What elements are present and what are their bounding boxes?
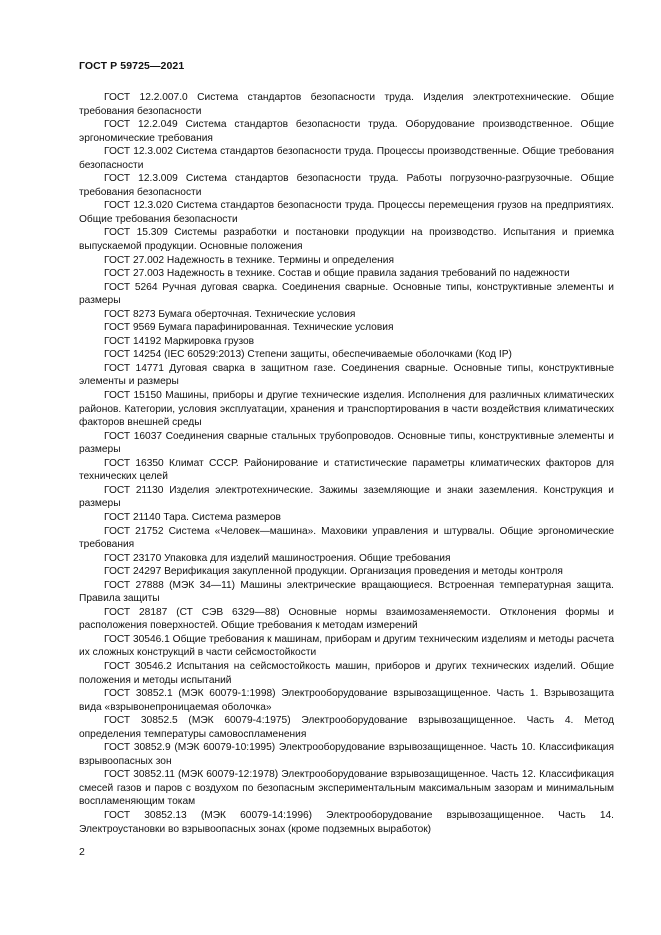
reference-entry: ГОСТ 12.2.007.0 Система стандартов безопасности труда. Изделия электротехнические. Общие требования безопасности	[79, 92, 614, 117]
reference-entry: ГОСТ 12.3.002 Система стандартов безопасности труда. Процессы производственные. Общие требования безопасности	[79, 146, 614, 171]
reference-entry: ГОСТ 14771 Дуговая сварка в защитном газе. Соединения сварные. Основные типы, конструктивные элементы и размеры	[79, 362, 614, 388]
reference-entry: ГОСТ 21130 Изделия электротехнические. Зажимы заземляющие и знаки заземления. Конструкция и размеры	[79, 484, 614, 510]
reference-entry: ГОСТ 12.3.020 Система стандартов безопасности труда. Процессы перемещения грузов на предприятиях. Общие требования безопасности	[79, 200, 614, 225]
reference-entry: ГОСТ 14254 (IEC 60529:2013) Степени защиты, обеспечиваемые оболочками (Код IP)	[104, 349, 512, 361]
reference-entry: ГОСТ 12.2.049 Система стандартов безопасности труда. Оборудование производственное. Общие эргономические требования	[79, 119, 614, 144]
normative-references-list	[79, 91, 614, 836]
reference-entry: ГОСТ 30852.5 (МЭК 60079-4:1975) Электрооборудование взрывозащищенное. Часть 4. Метод определения температуры самовоспламенения	[79, 715, 614, 740]
reference-entry: ГОСТ 23170 Упаковка для изделий машиностроения. Общие требования	[104, 552, 451, 564]
reference-entry: ГОСТ 16037 Соединения сварные стальных трубопроводов. Основные типы, конструктивные элементы и размеры	[79, 430, 614, 456]
reference-entry: ГОСТ 27888 (МЭК 34—11) Машины электрические вращающиеся. Встроенная температурная защита. Правила защиты	[79, 579, 614, 605]
page-number: 2	[79, 846, 85, 858]
reference-entry: ГОСТ 9569 Бумага парафинированная. Технические условия	[104, 322, 394, 334]
reference-entry: ГОСТ 8273 Бумага оберточная. Технические условия	[104, 308, 356, 320]
reference-entry: ГОСТ 30852.9 (МЭК 60079-10:1995) Электрооборудование взрывозащищенное. Часть 10. Классификация взрывоопасных зон	[79, 742, 614, 767]
reference-entry: ГОСТ 15.309 Системы разработки и постановки продукции на производство. Испытания и приемка выпускаемой продукции. Основные положения	[79, 227, 614, 253]
reference-entry: ГОСТ 27.003 Надежность в технике. Состав и общие правила задания требований по надежности	[104, 268, 570, 280]
reference-entry: ГОСТ 14192 Маркировка грузов	[104, 335, 255, 347]
reference-entry: ГОСТ 16350 Климат СССР. Районирование и статистические параметры климатических факторов для технических целей	[79, 457, 614, 483]
reference-entry: ГОСТ 30852.13 (МЭК 60079-14:1996) Электрооборудование взрывозащищенное. Часть 14. Электроустановки во взрывоопасных зонах (кроме подземных выработок)	[79, 809, 614, 835]
reference-entry: ГОСТ 15150 Машины, приборы и другие технические изделия. Исполнения для различных климатических районов. Категории, условия эксплуатации, хранения и транспортирования в части воздействия климатических факторов внешней среды	[79, 390, 614, 429]
reference-entry: ГОСТ 27.002 Надежность в технике. Термины и определения	[104, 254, 394, 266]
reference-entry: ГОСТ 30852.11 (МЭК 60079-12:1978) Электрооборудование взрывозащищенное. Часть 12. Классификация смесей газов и паров с воздухом по безопасным экспериментальным максимальным зазорам и минимальным воспламеняющим токам	[79, 769, 614, 808]
reference-entry: ГОСТ 30852.1 (МЭК 60079-1:1998) Электрооборудование взрывозащищенное. Часть 1. Взрывозащита вида «взрывонепроницаемая оболочка»	[79, 688, 614, 713]
page-header-title: ГОСТ Р 59725—2021	[79, 60, 185, 72]
reference-entry: ГОСТ 28187 (СТ СЭВ 6329—88) Основные нормы взаимозаменяемости. Отклонения формы и расположения поверхностей. Общие требования к методам измерений	[79, 606, 614, 632]
reference-entry: ГОСТ 24297 Верификация закупленной продукции. Организация проведения и методы контроля	[104, 566, 563, 578]
reference-entry: ГОСТ 12.3.009 Система стандартов безопасности труда. Работы погрузочно-разгрузочные. Общие требования безопасности	[79, 173, 614, 198]
reference-entry: ГОСТ 21140 Тара. Система размеров	[104, 511, 281, 523]
reference-entry: ГОСТ 30546.2 Испытания на сейсмостойкость машин, приборов и других технических изделий. Общие положения и методы испытаний	[79, 660, 614, 686]
reference-entry: ГОСТ 5264 Ручная дуговая сварка. Соединения сварные. Основные типы, конструктивные элементы и размеры	[79, 281, 614, 307]
reference-entry: ГОСТ 30546.1 Общие требования к машинам, приборам и другим техническим изделиям и методы расчета их сложных конструкций в части сейсмостойкости	[79, 633, 614, 659]
reference-entry: ГОСТ 21752 Система «Человек—машина». Маховики управления и штурвалы. Общие эргономические требования	[79, 525, 614, 551]
